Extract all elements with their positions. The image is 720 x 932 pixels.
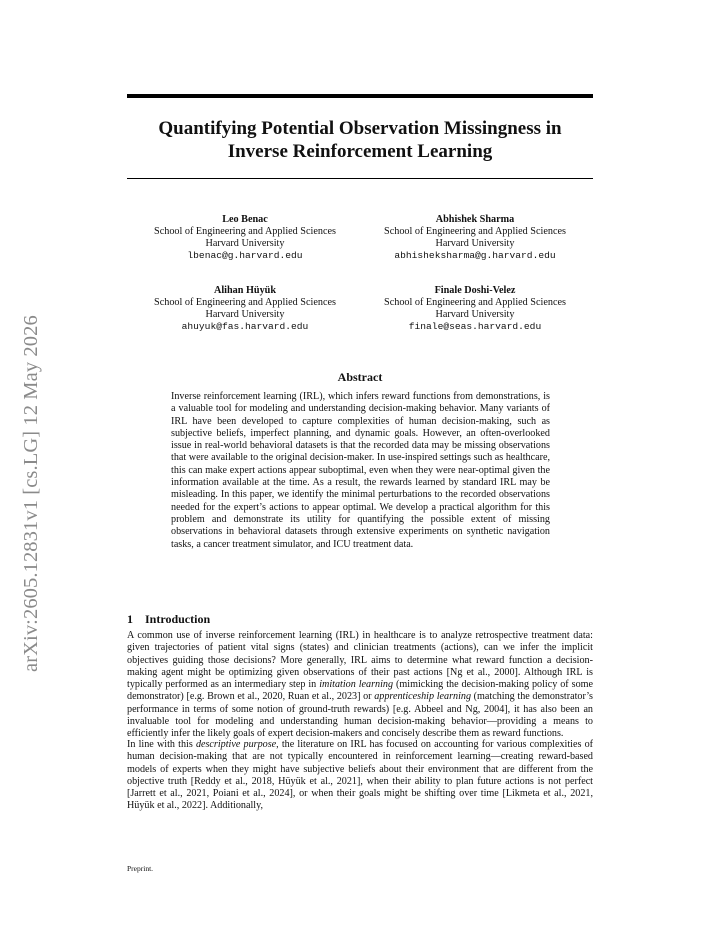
author-block	[129, 214, 361, 262]
author-affiliation: School of Engineering and Applied Sciences	[384, 297, 566, 308]
intro-paragraph	[127, 739, 593, 813]
author-block	[359, 214, 591, 262]
author-name: Finale Doshi-Velez	[434, 285, 516, 296]
author-university: Harvard University	[205, 238, 285, 249]
footer-note: Preprint.	[127, 864, 154, 873]
author-email: ahuyuk@fas.harvard.edu	[181, 321, 309, 332]
author-email: abhisheksharma@g.harvard.edu	[394, 250, 556, 261]
emphasis-imitation-learning: imitation learning	[319, 679, 394, 691]
section-title: Introduction	[145, 612, 211, 626]
author-university: Harvard University	[205, 309, 285, 320]
author-university: Harvard University	[435, 238, 515, 249]
abstract-heading: Abstract	[337, 370, 383, 384]
author-affiliation: School of Engineering and Applied Sciences	[154, 226, 336, 237]
emphasis-descriptive-purpose: descriptive purpose	[195, 739, 277, 750]
author-email: lbenac@g.harvard.edu	[187, 250, 303, 261]
author-affiliation: School of Engineering and Applied Sciences	[154, 297, 336, 308]
paper-title	[127, 117, 593, 163]
title-line-2: Inverse Reinforcement Learning	[227, 141, 493, 162]
author-name: Abhishek Sharma	[435, 214, 515, 225]
paragraph-text: In line with this	[127, 739, 196, 750]
author-block	[129, 285, 361, 333]
author-block	[359, 285, 591, 333]
intro-paragraph	[127, 630, 593, 741]
title-bottom-rule	[127, 178, 593, 179]
section-heading	[127, 612, 210, 627]
top-rule	[127, 94, 593, 98]
author-name: Alihan Hüyük	[213, 285, 276, 296]
author-name: Leo Benac	[222, 214, 268, 225]
author-affiliation: School of Engineering and Applied Sciences	[384, 226, 566, 237]
paragraph-text: , the literature on IRL has focused on accounting for various complexities of human decision-making that are not typically encountered in reinforcement learning—creating reward-based models of experts when they might have subjective beliefs about their environment that are different from the objective truth [Reddy et al., 2018, Hüyük et al., 2021], when their ability to plan future actions is not perfect [Jarrett et al., 2021, Poiani et al., 2024], or when their goals might be shifting over time [Likmeta et al., 2021, Hüyük et al., 2022]. Additionally,	[127, 739, 593, 812]
arxiv-identifier: arXiv:2605.12831v1 [cs.LG] 12 May 2026	[20, 315, 42, 672]
paragraph-text: A common use of inverse reinforcement learning (IRL) in healthcare is to analyze retrospective treatment data: given trajectories of patient vital signs (states) and clinician treatments (actions), can we infer the implicit objectives guiding those decisions? More generally, IRL aims to determine what reward function a decision-making agent might be optimizing given observations of their past actions [Ng et al., 2000]. Although IRL is typically performed as an intermediary step in	[127, 630, 593, 691]
author-email: finale@seas.harvard.edu	[408, 321, 542, 332]
abstract-text: Inverse reinforcement learning (IRL), which infers reward functions from demonstrations, is a valuable tool for modeling and understanding decision-making behavior. Many variants of IRL have been developed to capture complexities of human decision-making, such as subjective beliefs, imperfect planning, and dynamic goals. However, an often-overlooked issue in real-world behavioral datasets is that the recorded data may be missing observations that were available to the original decision-maker. In use-inspired settings such as healthcare, this can make expert actions appear suboptimal, even when they were near-optimal given the information available at the time. As a result, the rewards learned by standard IRL may be misleading. In this paper, we identify the minimal perturbations to the recorded observations needed for the expert’s actions to appear optimal. We develop a practical algorithm for this problem and demonstrate its utility for quantifying the possible extent of missing observations in behavioral datasets through extensive experiments on synthetic navigation tasks, a cancer treatment simulator, and ICU treatment data.	[171, 391, 550, 550]
title-line-1: Quantifying Potential Observation Missingness in	[158, 118, 562, 139]
paragraph-text: (mimicking the decision-making policy of some demonstrator) [e.g. Brown et al., 2020, Ruan et al., 2023] or	[127, 679, 594, 703]
section-number: 1	[127, 612, 133, 626]
paragraph-text: (matching the demonstrator’s performance in terms of some notion of ground-truth rewards) [e.g. Abbeel and Ng, 2004], it has also been an invaluable tool for modeling and understanding human decision-making behavior—providing a means to efficiently infer the likely goals of expert decision-makers and concisely describe them as reward functions.	[127, 691, 593, 740]
emphasis-apprenticeship-learning: apprenticeship learning	[374, 691, 472, 703]
author-university: Harvard University	[435, 309, 515, 320]
